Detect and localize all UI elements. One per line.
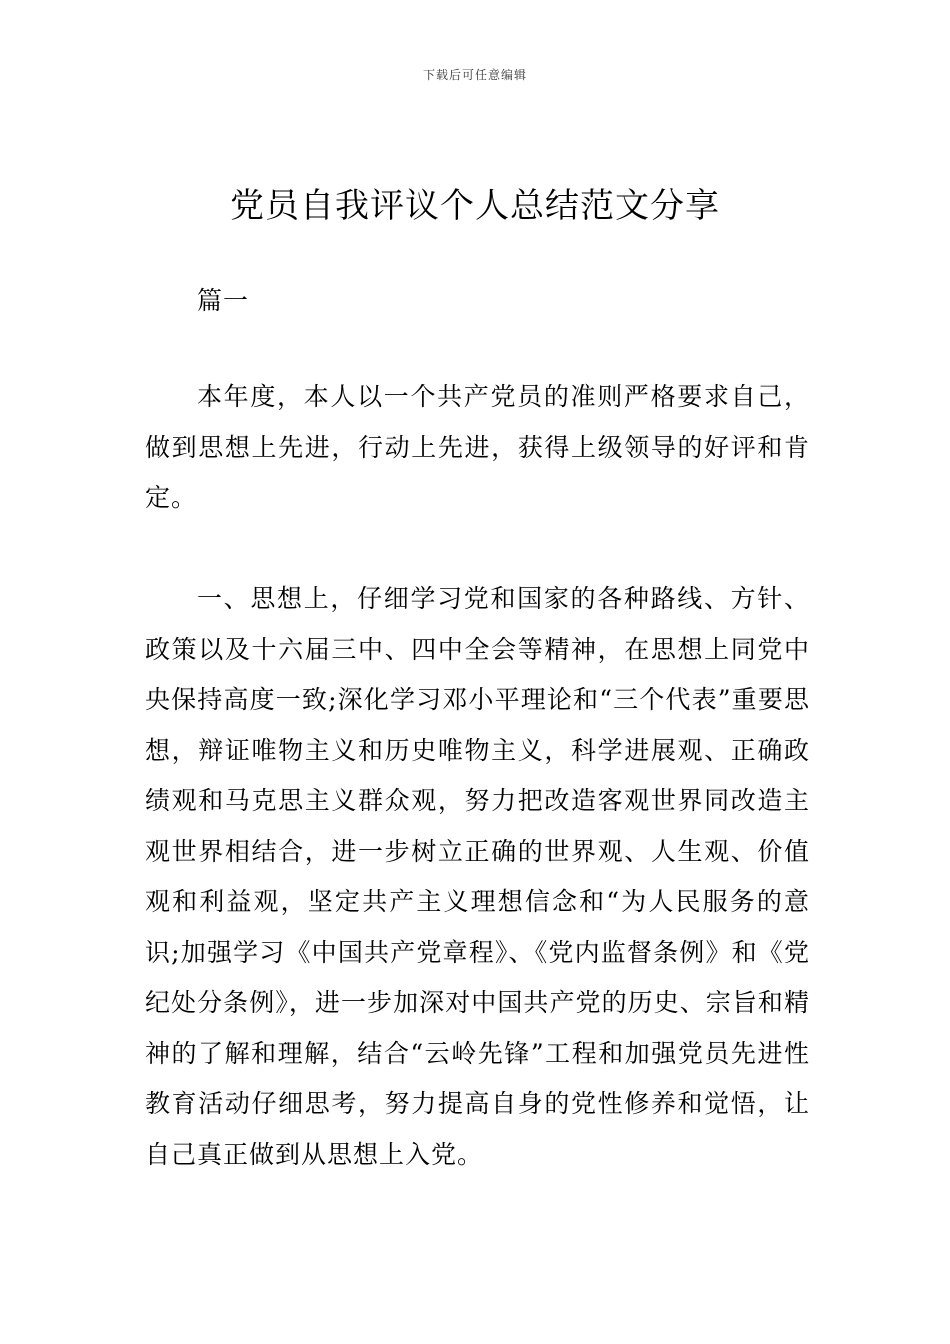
paragraph-intro: 本年度，本人以一个共产党员的准则严格要求自己，做到思想上先进，行动上先进，获得上级领导的好评和肯定。 xyxy=(145,382,810,512)
paragraph-ideology: 一、思想上，仔细学习党和国家的各种路线、方针、政策以及十六届三中、四中全会等精神，在思想上同党中央保持高度一致;深化学习邓小平理论和“三个代表”重要思想，辩证唯物主义和历史唯物主义，科学进展观、正确政绩观和马克思主义群众观，努力把改造客观世界同改造主观世界相结合，进一步树立正确的世界观、人生观、价值观和利益观，坚定共产主义理想信念和“为人民服务的意识;加强学习《中国共产党章程》、《党内监督条例》和《党纪处分条例》，进一步加深对中国共产党的历史、宗旨和精神的了解和理解，结合“云岭先锋”工程和加强党员先进性教育活动仔细思考，努力提高自身的党性修养和觉悟，让自己真正做到从思想上入党。 xyxy=(145,584,810,1169)
document-title: 党员自我评议个人总结范文分享 xyxy=(230,186,720,226)
header-note: 下载后可任意编辑 xyxy=(422,68,527,82)
section-label: 篇一 xyxy=(197,286,250,315)
